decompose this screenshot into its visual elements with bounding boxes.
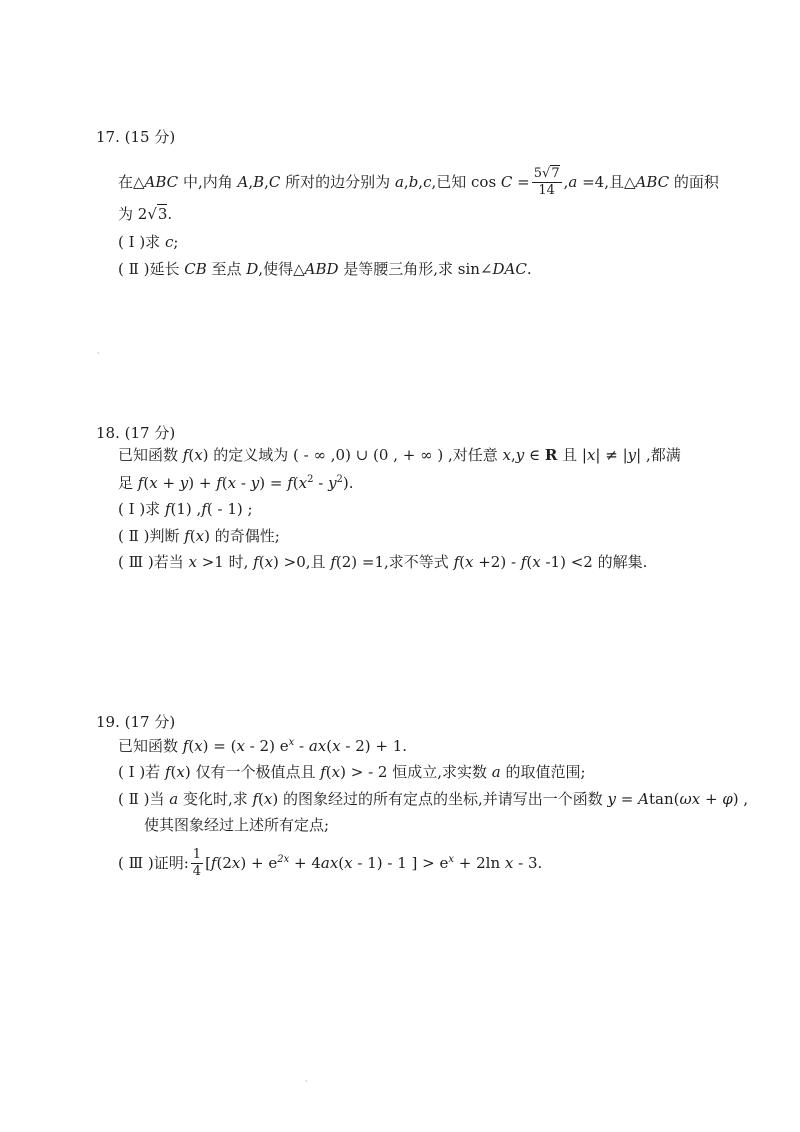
part-label: ( Ⅰ ) <box>118 763 146 781</box>
var: x <box>188 553 197 571</box>
var: x <box>504 853 514 872</box>
text: ( <box>258 553 265 571</box>
text: 且 | <box>557 446 587 464</box>
fraction-denominator: 14 <box>538 183 555 199</box>
text: +2) - <box>473 553 521 571</box>
text: (1) , <box>170 500 202 518</box>
text: ( <box>338 853 345 872</box>
text: - 3. <box>513 853 543 872</box>
text: ,使得△ <box>258 260 305 278</box>
problem-18-stem-line-2 <box>118 475 354 491</box>
text: ) , <box>732 790 749 808</box>
text: ) + e <box>240 853 278 872</box>
text: ) = ( <box>202 737 237 755</box>
text: ( <box>189 527 196 545</box>
text: ) > - 2 恒成立,求实数 <box>340 763 492 781</box>
fraction-numerator: 5√7 <box>532 167 562 183</box>
problem-19-part-3 <box>118 848 542 880</box>
text: tan( <box>648 790 680 808</box>
var: f <box>182 446 189 464</box>
problem-17-part-2 <box>118 262 532 277</box>
fraction-one-quarter <box>191 848 203 880</box>
var: ABC <box>635 172 670 191</box>
fraction-denominator: 4 <box>192 864 202 880</box>
var: x <box>332 737 341 755</box>
text: 求 <box>145 500 165 518</box>
text: 证明: <box>153 853 189 872</box>
var: x <box>344 853 353 872</box>
var: CB <box>184 260 207 278</box>
text: 延长 <box>149 260 185 278</box>
var: c <box>423 172 432 191</box>
var: y <box>607 790 617 808</box>
var: f <box>520 553 527 571</box>
var: f <box>210 853 217 872</box>
text: 是等腰三角形,求 sin∠ <box>338 260 493 278</box>
var: x <box>586 446 596 464</box>
text: + 4 <box>289 853 321 872</box>
part-label: ( Ⅲ ) <box>118 553 154 571</box>
exponent: x <box>288 737 295 748</box>
text: - <box>294 737 309 755</box>
text: . <box>526 260 532 278</box>
var: f <box>201 500 207 518</box>
text: ( <box>326 737 333 755</box>
var: f <box>287 474 293 492</box>
scan-speck <box>305 1080 307 1082</box>
text: , <box>510 446 516 464</box>
text: ). <box>342 474 354 492</box>
fraction-cos-c <box>532 167 562 199</box>
var: f <box>453 553 460 571</box>
var: x <box>502 446 511 464</box>
text: ( <box>325 763 332 781</box>
var: x <box>236 737 245 755</box>
var: a <box>491 763 501 781</box>
var: f <box>253 553 259 571</box>
part-label: ( Ⅱ ) <box>118 790 150 808</box>
text: , <box>264 172 269 191</box>
var: y <box>250 474 260 492</box>
text: 当 <box>149 790 170 808</box>
text: , <box>403 172 409 191</box>
var: x <box>227 474 237 492</box>
text: ) 仅有一个极值点且 <box>184 763 321 781</box>
text: - <box>236 474 251 492</box>
problem-18-part-1 <box>118 502 253 517</box>
text: 变化时,求 <box>178 790 253 808</box>
sqrt-radicand: 7 <box>551 166 560 181</box>
var: y <box>515 446 525 464</box>
text: 若 <box>145 763 165 781</box>
problem-17-stem-line-2: 为 2√3. <box>118 205 173 223</box>
var: f <box>137 474 144 492</box>
var: x <box>149 474 158 492</box>
var: x <box>532 553 541 571</box>
text: , <box>563 172 569 191</box>
var: x <box>194 737 203 755</box>
text: (2) =1,求不等式 <box>335 553 454 571</box>
var: x <box>331 763 341 781</box>
var: A <box>638 790 649 808</box>
var: f <box>216 474 222 492</box>
var: f <box>252 790 259 808</box>
text: 至点 <box>206 260 247 278</box>
var: y <box>627 446 637 464</box>
text: ( <box>143 474 150 492</box>
text: 求 <box>145 233 165 251</box>
var: f <box>320 763 326 781</box>
var: a <box>394 172 404 191</box>
var: y <box>179 474 189 492</box>
var: a <box>169 790 179 808</box>
text: - <box>313 474 329 492</box>
problem-19-part-1 <box>118 765 586 780</box>
var: x <box>264 553 274 571</box>
text: ( <box>188 737 195 755</box>
text: ( <box>258 790 264 808</box>
text: -1) <2 的解集. <box>540 553 648 571</box>
real-set-symbol: R <box>544 446 558 464</box>
text: - 2) e <box>244 737 289 755</box>
text: ) + <box>188 474 217 492</box>
var: C <box>268 172 281 191</box>
var: f <box>184 527 190 545</box>
text: ( <box>292 474 299 492</box>
text: ) >0,且 <box>273 553 331 571</box>
var: D <box>246 260 259 278</box>
part-label: ( Ⅲ ) <box>118 853 154 872</box>
text: ; <box>173 233 179 251</box>
scan-speck <box>97 352 99 354</box>
text: 5 <box>533 166 543 181</box>
problem-19-part-2-continued: 使其图象经过上述所有定点; <box>144 816 330 834</box>
text: | ,都满 <box>636 446 681 464</box>
text: 的取值范围; <box>500 763 586 781</box>
text: - 2) + 1. <box>340 737 408 755</box>
var: ABC <box>144 172 179 191</box>
var: x <box>194 446 203 464</box>
text: ( <box>170 763 177 781</box>
problem-17-stem-line-1 <box>118 167 719 199</box>
problem-19-header: 19. (17 分) <box>96 713 176 731</box>
text: + <box>157 474 180 492</box>
text: | ≠ | <box>595 446 628 464</box>
var: B <box>253 172 265 191</box>
text: = <box>616 790 639 808</box>
text: ) 的奇偶性; <box>204 527 280 545</box>
text: ) 的图象经过的所有定点的坐标,并请写出一个函数 <box>272 790 608 808</box>
text: 为 2 <box>118 205 148 223</box>
var: c <box>164 233 174 251</box>
var: ABD <box>304 260 339 278</box>
var: f <box>164 763 171 781</box>
text: . <box>167 205 173 223</box>
var: b <box>408 172 419 191</box>
part-label: ( Ⅰ ) <box>118 500 146 518</box>
var: x <box>195 527 205 545</box>
text: [ <box>205 853 211 872</box>
var: x <box>231 853 241 872</box>
text: ( <box>459 553 465 571</box>
text: 若当 <box>153 553 189 571</box>
problem-17-header: 17. (15 分) <box>96 128 176 146</box>
text: ( <box>221 474 228 492</box>
var: x <box>263 790 273 808</box>
var: C <box>500 172 513 191</box>
text: ) = <box>259 474 288 492</box>
part-label: ( Ⅰ ) <box>118 233 146 251</box>
text: 在△ <box>118 172 145 191</box>
text: 的面积 <box>669 172 719 191</box>
text: , <box>248 172 254 191</box>
text: + <box>700 790 723 808</box>
exponent: x <box>448 853 454 865</box>
text: (2 <box>216 853 232 872</box>
problem-18-part-2 <box>118 529 280 544</box>
text: - 1) - 1 ] > e <box>352 853 449 872</box>
exponent: 2 <box>307 474 314 485</box>
fraction-numerator: 1 <box>191 848 203 864</box>
text: = <box>512 172 530 191</box>
text: 所对的边分别为 <box>280 172 395 191</box>
var: y <box>328 474 337 492</box>
sqrt-radicand: 3 <box>157 205 168 223</box>
text: 中,内角 <box>178 172 238 191</box>
text: ( - 1) ; <box>206 500 253 518</box>
text: >1 时, <box>196 553 254 571</box>
var: ax <box>308 737 327 755</box>
text: ( <box>526 553 533 571</box>
problem-17-part-1 <box>118 235 178 250</box>
var: f <box>330 553 336 571</box>
problem-18-stem-line-1 <box>118 448 681 463</box>
text: 已知函数 <box>118 737 183 755</box>
exponent: 2 <box>336 474 343 485</box>
var: A <box>237 172 249 191</box>
var: f <box>182 737 189 755</box>
text: =4,且△ <box>577 172 636 191</box>
var: x <box>298 474 308 492</box>
var: x <box>176 763 185 781</box>
text: , <box>418 172 424 191</box>
var: a <box>568 172 578 191</box>
text: 足 <box>118 474 138 492</box>
text: ) 的定义域为 ( - ∞ ,0) ∪ (0 , + ∞ ) ,对任意 <box>202 446 503 464</box>
var: φ <box>722 790 733 808</box>
exponent: 2x <box>277 853 290 865</box>
part-label: ( Ⅱ ) <box>118 527 150 545</box>
text: ∈ <box>524 446 545 464</box>
text: ,已知 cos <box>431 172 501 191</box>
text: 已知函数 <box>118 446 183 464</box>
var: ax <box>320 853 339 872</box>
part-label: ( Ⅱ ) <box>118 260 150 278</box>
problem-18-part-3 <box>118 555 647 570</box>
var: DAC <box>492 260 527 278</box>
problem-19-stem <box>118 738 407 754</box>
problem-19-part-2 <box>118 792 748 807</box>
text: ( <box>188 446 195 464</box>
text: 判断 <box>149 527 185 545</box>
problem-18-header: 18. (17 分) <box>96 424 176 442</box>
var: ωx <box>679 790 701 808</box>
var: f <box>164 500 171 518</box>
var: x <box>464 553 474 571</box>
text: + 2ln <box>454 853 505 872</box>
